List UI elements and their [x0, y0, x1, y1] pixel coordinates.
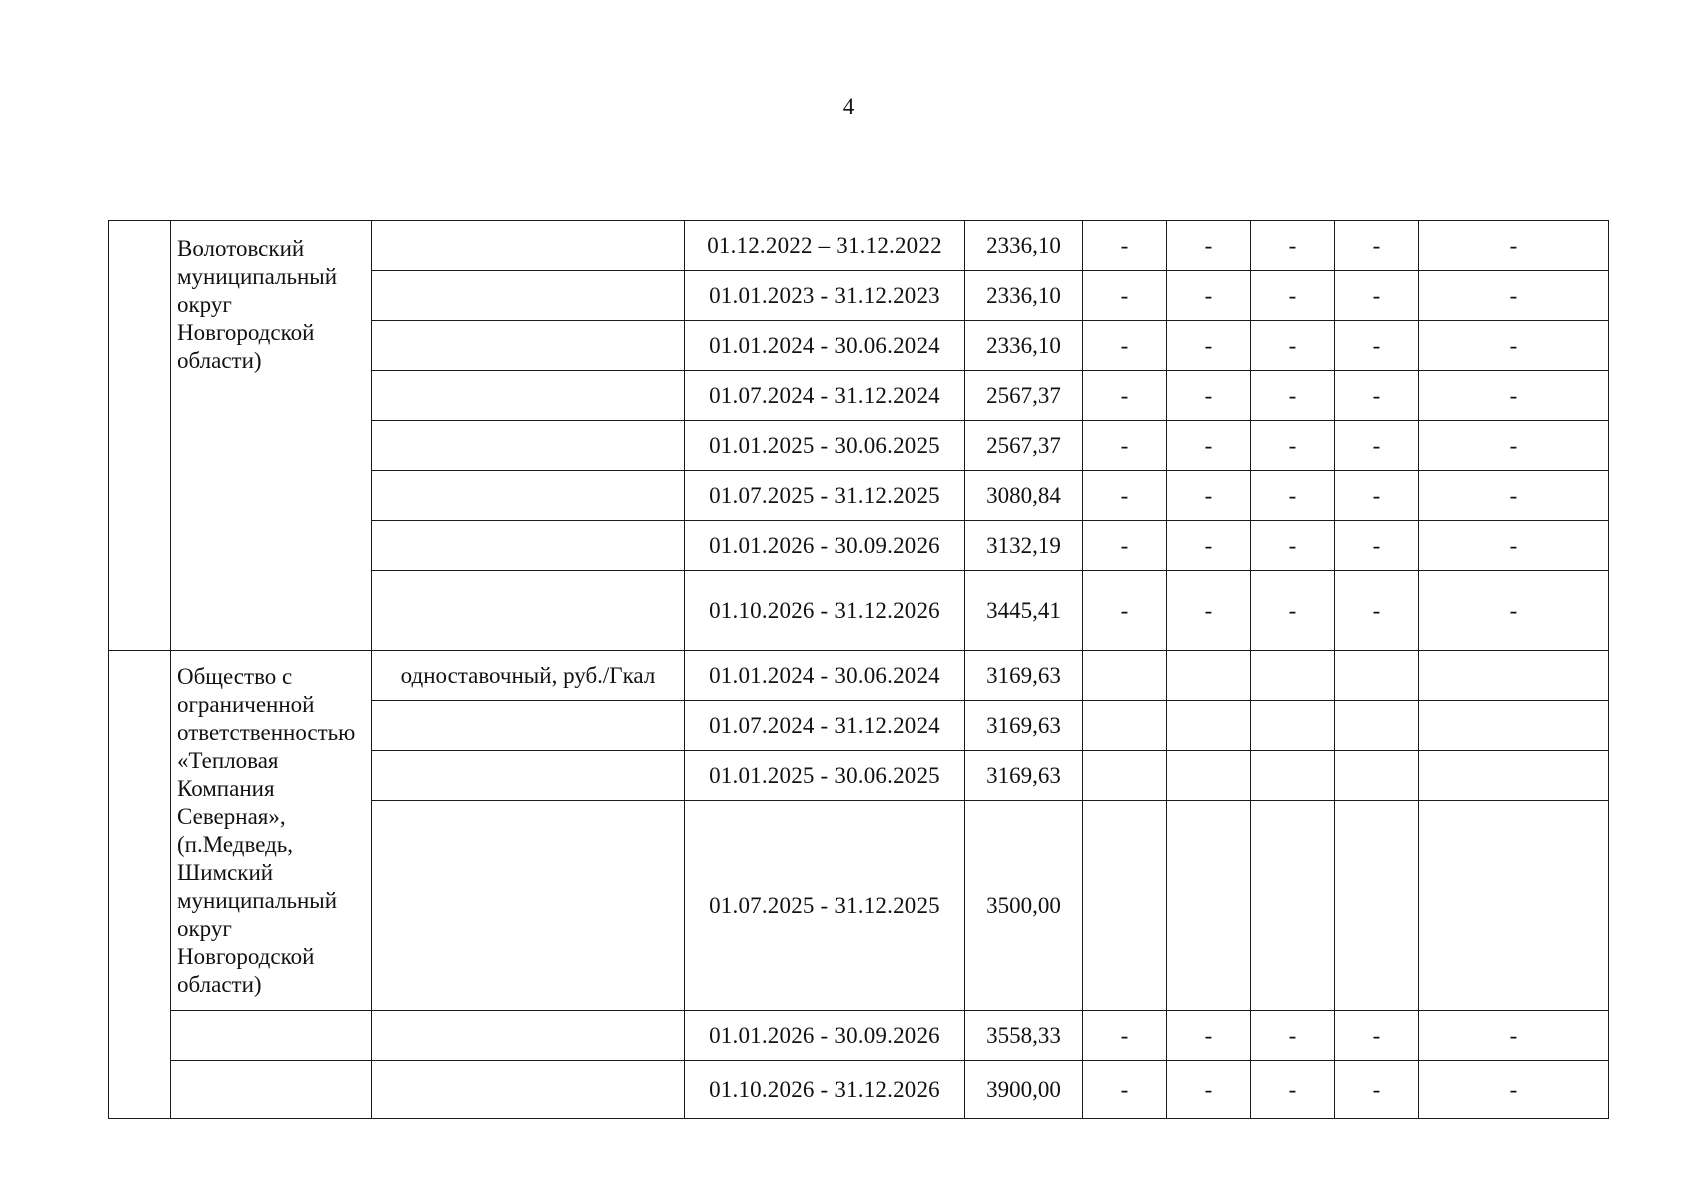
- period-cell: 01.01.2024 - 30.06.2024: [685, 321, 965, 371]
- dash-cell: [1167, 801, 1251, 1011]
- tariff-type-cell: [372, 751, 685, 801]
- tariff-type-cell: [372, 701, 685, 751]
- tariff-type-cell: [372, 271, 685, 321]
- period-cell: 01.01.2023 - 31.12.2023: [685, 271, 965, 321]
- dash-cell: -: [1419, 271, 1609, 321]
- dash-cell: -: [1251, 1061, 1335, 1119]
- dash-cell: -: [1083, 221, 1167, 271]
- tariff-type-cell: [372, 221, 685, 271]
- dash-cell: -: [1251, 571, 1335, 651]
- dash-cell: -: [1251, 321, 1335, 371]
- dash-cell: -: [1251, 471, 1335, 521]
- dash-cell: -: [1167, 371, 1251, 421]
- dash-cell: -: [1251, 521, 1335, 571]
- organization-cell: Общество с ограниченной ответственностью «Тепловая Компания Северная», (п.Медведь, Шимский муниципальный округ Новгородской области): [171, 651, 372, 1011]
- tariff-type-cell: [372, 371, 685, 421]
- dash-cell: -: [1251, 271, 1335, 321]
- value-cell: 3500,00: [965, 801, 1083, 1011]
- tariff-type-cell: [372, 1011, 685, 1061]
- dash-cell: -: [1251, 221, 1335, 271]
- value-cell: 3900,00: [965, 1061, 1083, 1119]
- period-cell: 01.07.2025 - 31.12.2025: [685, 471, 965, 521]
- dash-cell: -: [1083, 1011, 1167, 1061]
- dash-cell: -: [1335, 321, 1419, 371]
- dash-cell: -: [1083, 271, 1167, 321]
- period-cell: 01.01.2026 - 30.09.2026: [685, 521, 965, 571]
- dash-cell: [1083, 651, 1167, 701]
- page-number: 4: [842, 94, 855, 119]
- value-cell: 3558,33: [965, 1011, 1083, 1061]
- dash-cell: -: [1419, 221, 1609, 271]
- dash-cell: -: [1083, 321, 1167, 371]
- dash-cell: -: [1419, 1011, 1609, 1061]
- table-row: [109, 1011, 1609, 1061]
- tariff-type-cell: одноставочный, руб./Гкал: [372, 651, 685, 701]
- value-cell: 3080,84: [965, 471, 1083, 521]
- dash-cell: -: [1167, 421, 1251, 471]
- dash-cell: -: [1167, 321, 1251, 371]
- period-cell: 01.07.2025 - 31.12.2025: [685, 801, 965, 1011]
- period-cell: 01.01.2026 - 30.09.2026: [685, 1011, 965, 1061]
- dash-cell: [1251, 801, 1335, 1011]
- dash-cell: -: [1167, 271, 1251, 321]
- table-row: [109, 221, 1609, 271]
- dash-cell: [1167, 751, 1251, 801]
- period-cell: 01.07.2024 - 31.12.2024: [685, 371, 965, 421]
- value-cell: 2567,37: [965, 421, 1083, 471]
- number-cell: [109, 651, 171, 1119]
- period-cell: 01.07.2024 - 31.12.2024: [685, 701, 965, 751]
- table-row: [109, 1061, 1609, 1119]
- dash-cell: -: [1167, 521, 1251, 571]
- dash-cell: [1083, 751, 1167, 801]
- value-cell: 2336,10: [965, 321, 1083, 371]
- dash-cell: [1083, 801, 1167, 1011]
- value-cell: 3169,63: [965, 701, 1083, 751]
- dash-cell: -: [1083, 1061, 1167, 1119]
- period-cell: 01.10.2026 - 31.12.2026: [685, 1061, 965, 1119]
- dash-cell: -: [1167, 1011, 1251, 1061]
- dash-cell: [1335, 801, 1419, 1011]
- tariff-type-cell: [372, 421, 685, 471]
- value-cell: 3169,63: [965, 651, 1083, 701]
- dash-cell: -: [1419, 321, 1609, 371]
- dash-cell: [1335, 751, 1419, 801]
- dash-cell: -: [1335, 571, 1419, 651]
- dash-cell: [1251, 751, 1335, 801]
- dash-cell: -: [1083, 471, 1167, 521]
- dash-cell: -: [1083, 421, 1167, 471]
- dash-cell: -: [1419, 571, 1609, 651]
- period-cell: 01.10.2026 - 31.12.2026: [685, 571, 965, 651]
- dash-cell: -: [1167, 221, 1251, 271]
- period-cell: 01.01.2025 - 30.06.2025: [685, 751, 965, 801]
- dash-cell: [1419, 651, 1609, 701]
- dash-cell: -: [1251, 421, 1335, 471]
- dash-cell: -: [1335, 371, 1419, 421]
- tariff-type-cell: [372, 571, 685, 651]
- tariff-table: [108, 220, 1609, 1119]
- dash-cell: -: [1419, 371, 1609, 421]
- dash-cell: [1419, 701, 1609, 751]
- value-cell: 2336,10: [965, 271, 1083, 321]
- dash-cell: [1335, 651, 1419, 701]
- dash-cell: -: [1251, 371, 1335, 421]
- dash-cell: -: [1419, 421, 1609, 471]
- dash-cell: -: [1335, 421, 1419, 471]
- tariff-type-cell: [372, 471, 685, 521]
- dash-cell: -: [1335, 221, 1419, 271]
- value-cell: 3169,63: [965, 751, 1083, 801]
- dash-cell: [1251, 701, 1335, 751]
- dash-cell: -: [1335, 471, 1419, 521]
- dash-cell: [1083, 701, 1167, 751]
- dash-cell: [1335, 701, 1419, 751]
- dash-cell: -: [1167, 471, 1251, 521]
- organization-cell: [171, 1011, 372, 1061]
- period-cell: 01.12.2022 – 31.12.2022: [685, 221, 965, 271]
- dash-cell: -: [1419, 521, 1609, 571]
- dash-cell: [1419, 751, 1609, 801]
- organization-cell: [171, 1061, 372, 1119]
- dash-cell: [1251, 651, 1335, 701]
- period-cell: 01.01.2024 - 30.06.2024: [685, 651, 965, 701]
- dash-cell: -: [1335, 271, 1419, 321]
- dash-cell: -: [1083, 521, 1167, 571]
- dash-cell: -: [1251, 1011, 1335, 1061]
- dash-cell: -: [1083, 571, 1167, 651]
- dash-cell: [1167, 651, 1251, 701]
- dash-cell: -: [1167, 1061, 1251, 1119]
- value-cell: 3132,19: [965, 521, 1083, 571]
- dash-cell: -: [1083, 371, 1167, 421]
- value-cell: 3445,41: [965, 571, 1083, 651]
- dash-cell: -: [1167, 571, 1251, 651]
- tariff-type-cell: [372, 321, 685, 371]
- tariff-type-cell: [372, 1061, 685, 1119]
- value-cell: 2567,37: [965, 371, 1083, 421]
- dash-cell: -: [1335, 521, 1419, 571]
- tariff-type-cell: [372, 521, 685, 571]
- dash-cell: -: [1419, 471, 1609, 521]
- organization-cell: Волотовский муниципальный округ Новгородской области): [171, 221, 372, 651]
- dash-cell: -: [1335, 1011, 1419, 1061]
- dash-cell: -: [1419, 1061, 1609, 1119]
- dash-cell: [1419, 801, 1609, 1011]
- tariff-type-cell: [372, 801, 685, 1011]
- value-cell: 2336,10: [965, 221, 1083, 271]
- dash-cell: [1167, 701, 1251, 751]
- dash-cell: -: [1335, 1061, 1419, 1119]
- number-cell: [109, 221, 171, 651]
- period-cell: 01.01.2025 - 30.06.2025: [685, 421, 965, 471]
- table-row: [109, 651, 1609, 701]
